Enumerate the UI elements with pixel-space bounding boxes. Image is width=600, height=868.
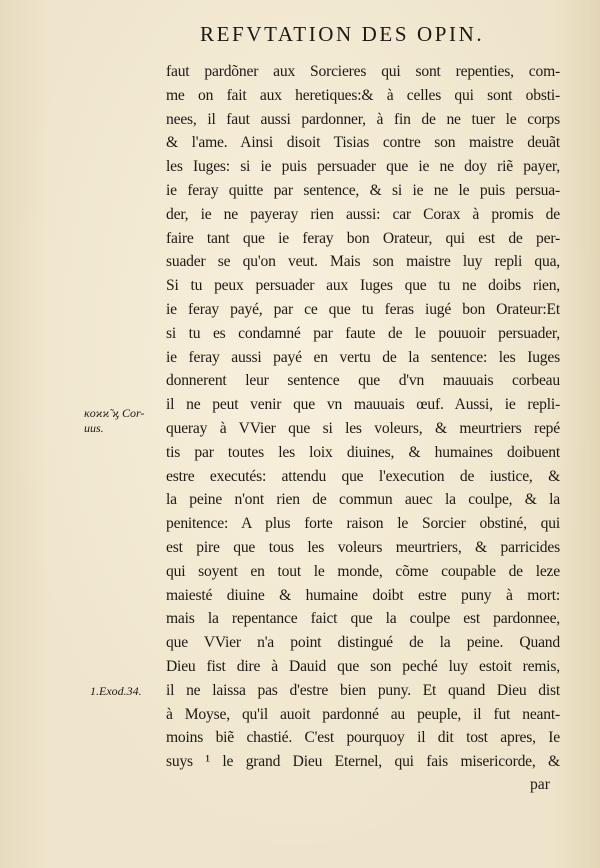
margin-note-greek: κοϰϰ̃ ϗ Cor- bbox=[84, 406, 145, 420]
text-line: mais la repentance faict que la coulpe est pardonnee, bbox=[166, 610, 560, 628]
text-line: maiesté diuine & humaine doibt estre puny à mort: bbox=[166, 586, 560, 604]
text-line: suys ¹ le grand Dieu Eternel, qui fais misericorde, & bbox=[166, 753, 560, 771]
text-line: Dieu fist dire à Dauid que son peché luy estoit remis, bbox=[166, 657, 560, 675]
text-line: à Moyse, qu'il auoit pardonné au peuple, il fut neant- bbox=[166, 705, 560, 723]
margin-note-greek-continued: uus. bbox=[84, 421, 104, 435]
text-line: faut pardõner aux Sorcieres qui sont repenties, com- bbox=[166, 63, 560, 80]
text-line: ie feray payé, par ce que tu feras iugé bon Orateur:Et bbox=[166, 300, 560, 318]
text-line: Si tu peux persuader aux Iuges que tu ne doibs rien, bbox=[166, 277, 560, 295]
text-line: me on fait aux heretiques:& à celles qui sont obsti- bbox=[166, 86, 560, 104]
text-line: si tu es condamné par faute de le pouuoir persuader, bbox=[166, 324, 560, 342]
text-line: ie feray quitte par sentence, & si ie ne le puis persua- bbox=[166, 181, 560, 199]
text-line: queray à VVier que si les voleurs, & meurtriers repé bbox=[166, 419, 560, 437]
text-line: moins biẽ chastié. C'est pourquoy il dit tost apres, Ie bbox=[166, 729, 560, 747]
text-line: que VVier n'a point distingué de la peine. Quand bbox=[166, 634, 560, 652]
body-text bbox=[166, 60, 560, 774]
catchword: par bbox=[530, 776, 550, 793]
running-head: REFVTATION DES OPIN. bbox=[200, 22, 485, 46]
text-line: estre executés: attendu que l'execution de iustice, & bbox=[166, 467, 560, 485]
text-line: tis par toutes les loix diuines, & humaines doibuent bbox=[166, 443, 560, 461]
text-line: il ne laissa pas d'estre bien puny. Et quand Dieu dist bbox=[166, 681, 560, 699]
text-line: est pire que tous les voleurs meurtriers, & parricides bbox=[166, 538, 560, 556]
text-line: les Iuges: si ie puis persuader que ie ne doy riẽ payer, bbox=[166, 158, 560, 176]
text-line: suader se qu'on veut. Mais son maistre luy repli qua, bbox=[166, 253, 560, 271]
text-line: qui soyent en tout le monde, cõme coupable de leze bbox=[166, 562, 560, 580]
text-line: der, ie ne payeray rien aussi: car Corax à promis de bbox=[166, 205, 560, 223]
text-line: il ne peut venir que vn mauuais œuf. Aussi, ie repli- bbox=[166, 396, 560, 414]
text-line: nees, il faut aussi pardonner, à fin de ne tuer le corps bbox=[166, 110, 560, 128]
text-line: ie feray aussi payé en vertu de la sentence: les Iuges bbox=[166, 348, 560, 366]
text-line: la peine n'ont rien de commun auec la coulpe, & la bbox=[166, 491, 560, 509]
text-line: donnerent leur sentence que d'vn mauuais corbeau bbox=[166, 372, 560, 390]
text-line: penitence: A plus forte raison le Sorcier obstiné, qui bbox=[166, 515, 560, 533]
text-line: & l'ame. Ainsi disoit Tisias contre son maistre deuãt bbox=[166, 134, 560, 152]
margin-note-exodus: 1.Exod.34. bbox=[90, 684, 142, 698]
text-line: faire tant que ie feray bon Orateur, qui est de per- bbox=[166, 229, 560, 247]
